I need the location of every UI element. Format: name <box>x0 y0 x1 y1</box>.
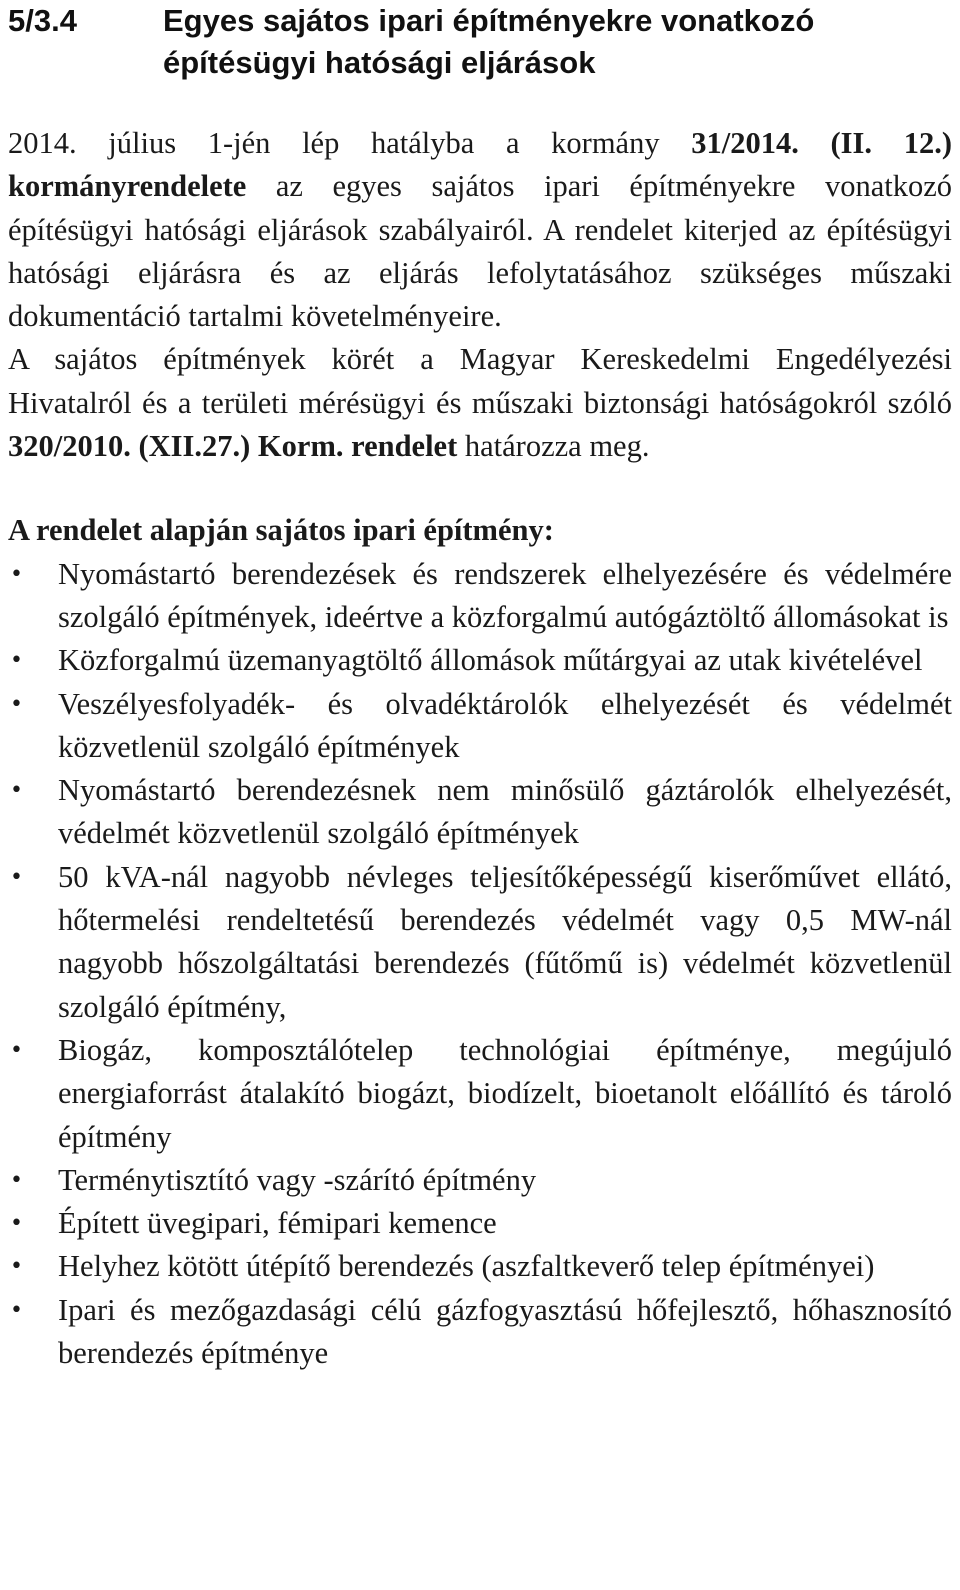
list-item <box>8 1202 952 1245</box>
section-title: Egyes sajátos ipari építményekre vonatkozó építésügyi hatósági eljárások <box>163 3 815 80</box>
scope-decree-reference: 320/2010. (XII.27.) Korm. rendelet <box>8 429 458 464</box>
section-heading <box>8 0 952 84</box>
list-item-text: Ipari és mezőgazdasági célú gázfogyasztású hőfejlesztő, hőhasznosító berendezés építménye <box>58 1292 952 1371</box>
list-item-text: Helyhez kötött útépítő berendezés (aszfaltkeverő telep építményei) <box>58 1249 875 1284</box>
list-item <box>8 769 952 856</box>
bullet-icon: • <box>10 1167 23 1193</box>
document-page <box>8 0 952 1375</box>
intro-decree-reference: 31/2014. (II. 12.) kormányrendelete <box>8 126 952 204</box>
bullet-icon: • <box>10 1037 23 1063</box>
list-item <box>8 553 952 640</box>
list-item-text: Biogáz, komposztálótelep technológiai építménye, megújuló energiaforrást átalakító biogázt, biodízelt, bioetanolt előállító és tároló építmény <box>58 1032 952 1154</box>
list-item-text: Terménytisztító vagy -szárító építmény <box>58 1162 537 1197</box>
scope-text-1: A sajátos építmények körét a Magyar Kereskedelmi Engedélyezési Hivatalról és a területi mérésügyi és műszaki biztonsági hatóságokról szóló <box>8 342 952 420</box>
list-item-text: Nyomástartó berendezések és rendszerek elhelyezésére és védelmére szolgáló építmények, ideértve a közforgalmú autógáztöltő állomásokat is <box>58 556 952 634</box>
bullet-icon: • <box>10 1254 23 1280</box>
list-item <box>8 1029 952 1159</box>
bullet-icon: • <box>10 864 23 890</box>
bullet-icon: • <box>10 1211 23 1237</box>
scope-text-2: határozza meg. <box>457 429 650 464</box>
bullet-icon: • <box>10 648 23 674</box>
list-item-text: 50 kVA-nál nagyobb névleges teljesítőképességű kiserőművet ellátó, hőtermelési rendeltetésű berendezés védelmét vagy 0,5 MW-nál nagyobb hőszolgáltatási berendezés (fűtőmű is) védelmét közvetlenül szolgáló építmény, <box>58 859 952 1024</box>
scope-paragraph <box>8 338 952 468</box>
bullet-icon: • <box>10 1297 23 1323</box>
intro-paragraph <box>8 122 952 338</box>
list-item <box>8 1245 952 1288</box>
list-item <box>8 1289 952 1376</box>
section-number: 5/3.4 <box>8 3 77 38</box>
document-body <box>8 122 952 1375</box>
list-item-text: Veszélyesfolyadék- és olvadéktárolók elhelyezését és védelmét közvetlenül szolgáló építmények <box>58 686 952 764</box>
bullet-icon: • <box>10 691 23 717</box>
list-item <box>8 639 952 682</box>
intro-text-1: 2014. július 1-jén lép hatályba a kormány <box>8 126 692 160</box>
list-item-text: Nyomástartó berendezésnek nem minősülő gáztárolók elhelyezését, védelmét közvetlenül szolgáló építmények <box>58 773 952 851</box>
list-item <box>8 856 952 1029</box>
list-item <box>8 683 952 770</box>
list-item-text: Közforgalmú üzemanyagtöltő állomások műtárgyai az utak kivételével <box>58 643 923 678</box>
bullet-icon: • <box>10 561 23 587</box>
list-item <box>8 1159 952 1202</box>
list-subheading: A rendelet alapján sajátos ipari építmény: <box>8 513 554 548</box>
intro-text-2: az egyes sajátos ipari építményekre vonatkozó építésügyi hatósági eljárások szabályairól. A rendelet kiterjed az építésügyi hatósági eljárásra és az eljárás lefolytatásához szükséges műszaki dokumentáció tartalmi követelményeire. <box>8 169 952 334</box>
bullet-icon: • <box>10 778 23 804</box>
facility-list <box>8 553 952 1376</box>
list-item-text: Épített üvegipari, fémipari kemence <box>58 1206 497 1241</box>
